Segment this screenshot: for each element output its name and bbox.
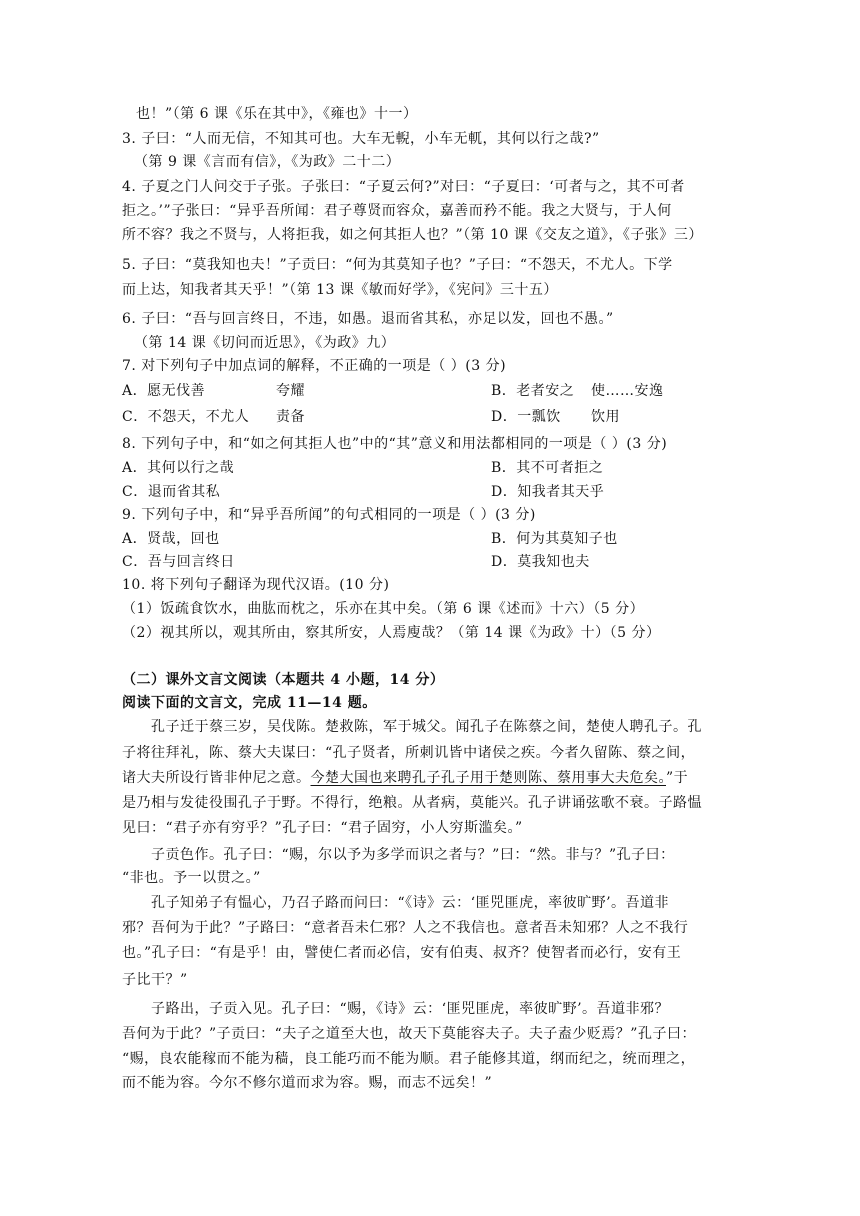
passage-line: “赐，良农能稼而不能为穑，良工能巧而不能为顺。君子能修其道，纲而纪之，统而理之， xyxy=(122,1051,696,1067)
text-line: 而上达，知我者其天乎！”（第 13 课《敏而好学》，《宪问》三十五） xyxy=(122,282,558,298)
question-7-stem: 7. 对下列句子中加点词的解释，不正确的一项是（ ）(3 分) xyxy=(122,358,507,374)
passage-line: 而不能为容。今尔不修尔道而求为容。赐，而志不远矣！” xyxy=(122,1075,493,1091)
question-10-item-1: （1）饭疏食饮水，曲肱而枕之，乐亦在其中矣。（第 6 课《述而》十六）（5 分） xyxy=(122,601,645,617)
option-7b: B．老者安之 xyxy=(491,383,575,399)
passage-line: “非也。予一以贯之。” xyxy=(122,870,261,886)
passage-line: 孔子迁于蔡三岁，吴伐陈。楚救陈，军于城父。闻孔子在陈蔡之间，楚使人聘孔子。孔 xyxy=(151,719,702,735)
option-9d: D．莫我知也夫 xyxy=(491,554,590,570)
citation-line: （第 9 课《言而有信》，《为政》二十二） xyxy=(134,154,401,170)
question-5: 5. 子曰：“莫我知也夫！”子贡曰：“何为其莫知子也？”子曰：“不怨天，不尤人。下学 xyxy=(122,257,673,273)
passage-line: 是乃相与发徒役围孔子于野。不得行，绝粮。从者病，莫能兴。孔子讲诵弦歌不衰。子路愠 xyxy=(122,795,702,811)
passage-line: 吾何为于此？”子贡曰：“夫子之道至大也，故天下莫能容夫子。夫子盍少贬焉？”孔子曰： xyxy=(122,1026,696,1042)
section-2-title: （二）课外文言文阅读（本题共 4 小题，14 分） xyxy=(122,672,445,688)
passage-line: 诸大夫所设行皆非仲尼之意。今楚大国也来聘孔子孔子用于楚则陈、蔡用事大夫危矣。”于 xyxy=(122,770,689,786)
passage-line: 邪？吾何为于此？”子路曰：“意者吾未仁邪？人之不我信也。意者吾未知邪？人之不我行 xyxy=(122,920,689,936)
citation-line: （第 14 课《切问而近思》，《为政》九） xyxy=(134,335,396,351)
underlined-sentence: 今楚大国也来聘孔子孔子用于楚则陈、蔡用事大夫危矣。 xyxy=(310,770,666,786)
question-3: 3. 子曰：“人而无信，不知其可也。大车无輗，小车无軏，其何以行之哉?” xyxy=(122,131,600,147)
question-10-item-2: （2）视其所以，观其所由，察其所安，人焉廋哉？（第 14 课《为政》十）（5 分） xyxy=(122,625,661,641)
question-10-stem: 10. 将下列句子翻译为现代汉语。(10 分) xyxy=(122,577,390,593)
passage-line: 子比干？” xyxy=(122,972,188,988)
text-line: 所不容？我之不贤与，人将拒我，如之何其拒人也？”（第 10 课《交友之道》，《子张》三） xyxy=(122,227,703,243)
passage-line: 子将往拜礼，陈、蔡大夫谋曰：“孔子贤者，所刺讥皆中诸侯之疾。今者久留陈、蔡之间， xyxy=(122,745,696,761)
option-7d: D．一瓢饮 xyxy=(491,409,561,425)
option-7c-gloss: 责备 xyxy=(276,409,305,425)
question-6: 6. 子曰：“吾与回言终日，不违，如愚。退而省其私，亦足以发，回也不愚。” xyxy=(122,311,614,327)
option-8c: C．退而省其私 xyxy=(122,484,221,500)
passage-line: 也。”孔子曰：“有是乎！由，譬使仁者而必信，安有伯夷、叔齐？使智者而必行，安有王 xyxy=(122,945,682,961)
passage-line: 孔子知弟子有愠心，乃召子路而问曰：“《诗》云：‘匪兕匪虎，率彼旷野’。吾道非 xyxy=(151,895,670,911)
passage-line: 子路出，子贡入见。孔子曰：“赐，《诗》云：‘匪兕匪虎，率彼旷野’。吾道非邪？ xyxy=(151,1001,670,1017)
option-9a: A．贤哉，回也 xyxy=(122,531,220,547)
section-2-instruction: 阅读下面的文言文，完成 11—14 题。 xyxy=(122,695,377,711)
option-8d: D．知我者其天乎 xyxy=(491,484,605,500)
option-7a: A．愿无伐善 xyxy=(122,383,206,399)
question-8-stem: 8. 下列句子中，和“如之何其拒人也”中的“其”意义和用法都相同的一项是（ ）(3 分) xyxy=(122,436,668,452)
question-9-stem: 9. 下列句子中，和“异乎吾所闻”的句式相同的一项是（ ）(3 分) xyxy=(122,507,536,523)
text-line: 拒之。’”子张曰：“异乎吾所闻：君子尊贤而容众，嘉善而矜不能。我之大贤与，于人何 xyxy=(122,203,672,219)
passage-line: 见曰：“君子亦有穷乎？”孔子曰：“君子固穷，小人穷斯滥矣。” xyxy=(122,820,523,836)
option-7b-gloss: 使……安逸 xyxy=(591,383,664,399)
option-8a: A．其何以行之哉 xyxy=(122,460,235,476)
text-line: 也！”（第 6 课《乐在其中》，《雍也》十一） xyxy=(136,106,418,122)
option-9b: B．何为其莫知子也 xyxy=(491,531,618,547)
option-9c: C．吾与回言终日 xyxy=(122,554,235,570)
passage-line: 子贡色作。孔子曰：“赐，尔以予为多学而识之者与？”曰：“然。非与？”孔子曰： xyxy=(151,847,675,863)
option-8b: B．其不可者拒之 xyxy=(491,460,604,476)
option-7c: C．不怨天，不尤人 xyxy=(122,409,250,425)
option-7d-gloss: 饮用 xyxy=(591,409,620,425)
question-4: 4. 子夏之门人问交于子张。子张曰：“子夏云何?”对曰：“子夏曰：‘可者与之，其不可者 xyxy=(122,179,685,195)
option-7a-gloss: 夸耀 xyxy=(276,383,305,399)
